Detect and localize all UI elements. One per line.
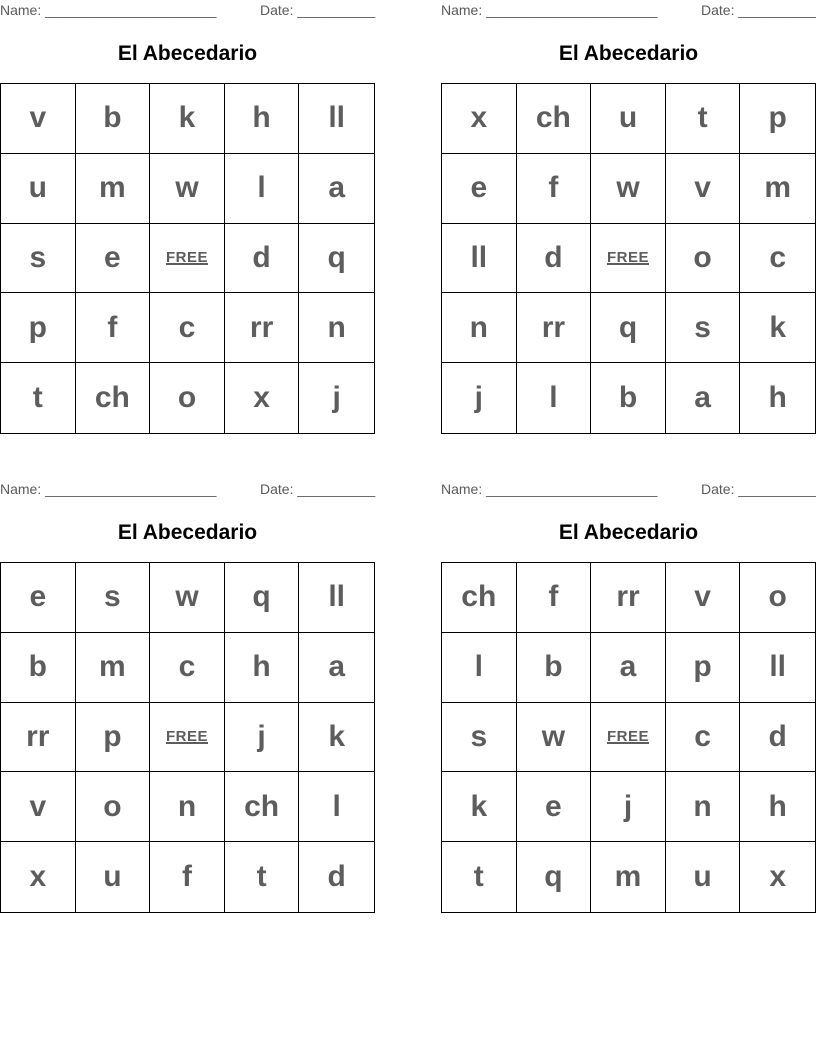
card-header [441,481,816,499]
bingo-cell: m [76,154,151,224]
bingo-cell: x [769,860,787,894]
bingo-cell: b [76,84,151,154]
card-title: El Abecedario [558,521,699,544]
bingo-cell: t [1,363,76,433]
bingo-cell: ll [299,84,374,154]
bingo-cell: v [666,563,741,633]
bingo-cell: u [76,842,151,912]
bingo-cell: ch [517,84,592,154]
bingo-cell: p [666,633,741,703]
bingo-cell: p [1,293,76,363]
bingo-cell: ll [442,224,517,294]
card-header [0,2,375,20]
bingo-cell: x [1,842,76,912]
card-header [441,2,816,20]
bingo-cell: x [442,84,517,154]
bingo-cell: n [150,772,225,842]
bingo-cell: ch [76,363,151,433]
card-header [0,481,375,499]
bingo-grid [0,562,375,913]
bingo-cell: u [1,154,76,224]
bingo-cell: c [150,633,225,703]
bingo-cell: t [442,842,517,912]
bingo-cell: t [666,84,741,154]
bingo-cell: ch [442,563,517,633]
bingo-cell: c [150,293,225,363]
bingo-cell: d [225,224,300,294]
date-field: Date: __________ [701,481,816,497]
bingo-card [441,0,816,434]
bingo-card [441,479,816,913]
bingo-cell: f [76,293,151,363]
bingo-cell: t [225,842,300,912]
bingo-grid [0,83,375,434]
bingo-cell: m [591,842,666,912]
bingo-grid [441,562,816,913]
bingo-grid [441,83,816,434]
bingo-cell: l [225,154,300,224]
bingo-cell: rr [591,563,666,633]
bingo-cell: p [740,84,815,154]
bingo-cell: v [666,154,741,224]
bingo-cell: h [225,633,300,703]
name-field: Name: ______________________ [0,2,217,18]
bingo-cell: w [150,563,225,633]
bingo-cell: n [666,772,741,842]
bingo-cell: x [225,363,300,433]
bingo-cell: k [740,293,815,363]
bingo-cell: o [666,224,741,294]
bingo-cell: s [1,224,76,294]
bingo-cell: p [76,703,151,773]
date-field: Date: __________ [260,2,376,18]
bingo-cell: q [299,224,374,294]
bingo-cell: b [1,633,76,703]
bingo-cell: q [591,293,666,363]
date-field: Date: __________ [260,481,376,497]
free-space: FREE [591,224,666,294]
bingo-cell: v [1,84,76,154]
bingo-cell: o [150,363,225,433]
bingo-cell: a [299,154,374,224]
name-field: Name: ______________________ [0,481,217,497]
bingo-cell: s [76,563,151,633]
bingo-cell: e [1,563,76,633]
bingo-cell: e [442,154,517,224]
free-space: FREE [591,703,666,773]
bingo-cell: k [150,84,225,154]
free-space: FREE [150,703,225,773]
bingo-cell: e [76,224,151,294]
bingo-cell: a [591,633,666,703]
bingo-cell: a [299,633,374,703]
bingo-cell: m [76,633,151,703]
bingo-cell: h [768,381,787,415]
bingo-cell: rr [225,293,300,363]
bingo-cell: n [299,293,374,363]
bingo-card [0,0,375,434]
bingo-cell: d [740,703,815,773]
card-title: El Abecedario [558,42,699,65]
bingo-cell: u [666,842,741,912]
bingo-cell: l [517,363,592,433]
bingo-cell: w [517,703,592,773]
bingo-cell: s [442,703,517,773]
bingo-cell: m [740,154,815,224]
bingo-cell: rr [517,293,592,363]
name-field: Name: ______________________ [441,481,658,497]
bingo-cell: ll [299,563,374,633]
bingo-cell: q [225,563,300,633]
bingo-cell: q [517,842,592,912]
bingo-cell: b [517,633,592,703]
bingo-cell: c [740,224,815,294]
card-title: El Abecedario [117,521,258,544]
bingo-cell: w [150,154,225,224]
bingo-cell: f [150,842,225,912]
bingo-cell: rr [1,703,76,773]
bingo-card [0,479,375,913]
bingo-cell: d [517,224,592,294]
bingo-cell: k [299,703,374,773]
bingo-cell: b [591,363,666,433]
bingo-cell: j [442,363,517,433]
bingo-cell: w [591,154,666,224]
bingo-cell: c [666,703,741,773]
bingo-cell: o [740,563,815,633]
date-field: Date: __________ [701,2,816,18]
bingo-cell: o [76,772,151,842]
bingo-cell: e [517,772,592,842]
bingo-cell: a [666,363,741,433]
bingo-cell: l [299,772,374,842]
bingo-cell: j [332,381,341,415]
name-field: Name: ______________________ [441,2,658,18]
free-space: FREE [150,224,225,294]
bingo-cell: j [225,703,300,773]
bingo-cell: f [517,154,592,224]
bingo-cell: u [591,84,666,154]
bingo-cell: l [442,633,517,703]
bingo-cell: d [327,860,346,894]
bingo-cell: ll [740,633,815,703]
bingo-cell: f [517,563,592,633]
bingo-cell: k [442,772,517,842]
bingo-cell: s [666,293,741,363]
bingo-cell: h [740,772,815,842]
bingo-cell: j [591,772,666,842]
bingo-cell: v [1,772,76,842]
card-title: El Abecedario [117,42,258,65]
bingo-cell: h [225,84,300,154]
bingo-cell: n [442,293,517,363]
bingo-cell: ch [225,772,300,842]
